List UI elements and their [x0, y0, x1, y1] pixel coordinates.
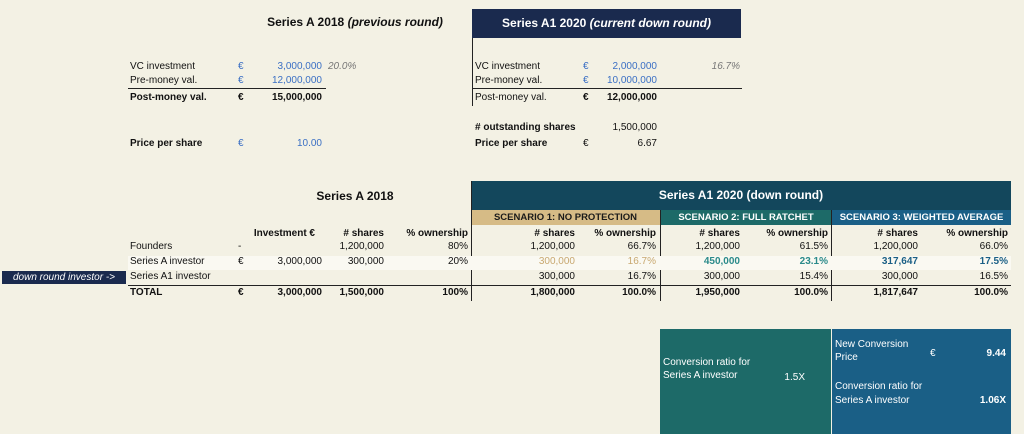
s2-conversion-label: Conversion ratio for Series A investor: [663, 357, 751, 381]
col-shares: # shares: [343, 228, 384, 239]
s1-col-ownership: % ownership: [594, 228, 656, 239]
scenario3-header: SCENARIO 3: WEIGHTED AVERAGE: [832, 210, 1011, 225]
tl-post-val: 15,000,000: [271, 92, 322, 103]
cell-s1-sh: 300,000: [538, 271, 575, 282]
cell-name: Series A1 investor: [130, 271, 211, 282]
series-a-title-main: Series A 2018: [267, 15, 345, 29]
cell-s1-own: 16.7%: [627, 271, 656, 282]
series-a1-title: [472, 9, 741, 38]
s3-price-label: New Conversion Price: [835, 339, 909, 363]
s2-col-shares: # shares: [699, 228, 740, 239]
col-ownership: % ownership: [406, 228, 468, 239]
cell-s3-own: 100.0%: [974, 287, 1008, 298]
tr-vc-pct: 16.7%: [711, 61, 740, 72]
tr-out-label: # outstanding shares: [475, 122, 576, 133]
series-a1-title-sub: (current down round): [589, 16, 711, 30]
cell-s3-own: 17.5%: [979, 256, 1008, 267]
cell-s3-sh: 300,000: [881, 271, 918, 282]
tl-pps-cur: €: [238, 138, 244, 149]
series-a1-title-main: Series A1 2020: [502, 16, 587, 30]
cell-shares: 1,500,000: [339, 287, 384, 298]
cell-inv: 3,000,000: [277, 287, 322, 298]
col-investment: Investment €: [253, 228, 315, 239]
tr-vc-cur: €: [583, 61, 589, 72]
cell-s1-own: 66.7%: [627, 241, 656, 252]
tl-pps-val: 10.00: [296, 138, 322, 149]
tl-pps-label: Price per share: [130, 138, 203, 149]
cell-s1-sh: 300,000: [538, 256, 575, 267]
s3-ratio-val: 1.06X: [979, 395, 1006, 406]
cell-own: 20%: [447, 256, 468, 267]
tr-post-label: Post-money val.: [475, 92, 547, 103]
cap-right-title: Series A1 2020 (down round): [471, 181, 1011, 210]
tr-post-cur: €: [583, 92, 589, 103]
scenario1-header: SCENARIO 1: NO PROTECTION: [471, 210, 660, 225]
cell-s3-sh: 1,817,647: [873, 287, 918, 298]
tr-vc-val: 2,000,000: [612, 61, 657, 72]
tr-pre-label: Pre-money val.: [475, 75, 543, 86]
cell-name: Founders: [130, 241, 173, 252]
cell-own: 80%: [447, 241, 468, 252]
tr-out-val: 1,500,000: [612, 122, 657, 133]
cell-s2-sh: 450,000: [703, 256, 740, 267]
series-a-title: [240, 16, 470, 28]
tr-pps-cur: €: [583, 138, 589, 149]
cell-s1-own: 16.7%: [627, 256, 656, 267]
cell-name: Series A investor: [130, 256, 205, 267]
cell-s2-own: 100.0%: [794, 287, 828, 298]
tr-divider: [472, 88, 742, 89]
s3-price-cur: €: [930, 348, 936, 359]
cell-s3-sh: 1,200,000: [873, 241, 918, 252]
cell-s2-sh: 1,200,000: [695, 241, 740, 252]
cell-shares: 300,000: [347, 256, 384, 267]
scenario2-conversion-box: [660, 329, 831, 434]
tr-pps-label: Price per share: [475, 138, 548, 149]
cell-s3-sh: 317,647: [881, 256, 918, 267]
cell-cur: €: [238, 256, 244, 267]
tr-pps-val: 6.67: [637, 138, 657, 149]
cell-shares: 1,200,000: [339, 241, 384, 252]
down-round-investor-label: down round investor ->: [2, 271, 126, 284]
cell-own: 100%: [442, 287, 468, 298]
tr-pre-cur: €: [583, 75, 589, 86]
sep-left: [471, 181, 472, 301]
cell-s1-own: 100.0%: [622, 287, 656, 298]
cell-s3-own: 66.0%: [979, 241, 1008, 252]
total-divider: [128, 285, 1011, 286]
tr-post-val: 12,000,000: [606, 92, 657, 103]
cell-name: TOTAL: [130, 287, 163, 298]
s3-ratio-label: Conversion ratio for Series A investor: [835, 381, 923, 406]
cell-cur: €: [238, 287, 244, 298]
tl-divider: [128, 88, 326, 89]
tr-left-border: [472, 38, 473, 106]
tr-vc-label: VC investment: [475, 61, 541, 72]
s2-conversion-val: 1.5X: [784, 372, 805, 383]
s3-col-ownership: % ownership: [946, 228, 1008, 239]
tl-post-label: Post-money val.: [130, 92, 207, 103]
tl-vc-val: 3,000,000: [277, 61, 322, 72]
cell-cur: -: [238, 241, 242, 252]
cell-s1-sh: 1,800,000: [530, 287, 575, 298]
tl-vc-pct: 20.0%: [328, 61, 357, 72]
tl-pre-label: Pre-money val.: [130, 75, 198, 86]
cell-s3-own: 16.5%: [979, 271, 1008, 282]
cell-s2-own: 23.1%: [799, 256, 828, 267]
tl-pre-val: 12,000,000: [271, 75, 322, 86]
cap-left-title: Series A 2018: [316, 189, 394, 203]
s2-col-ownership: % ownership: [766, 228, 828, 239]
tl-vc-cur: €: [238, 61, 244, 72]
cell-s2-own: 61.5%: [799, 241, 828, 252]
tl-post-cur: €: [238, 92, 244, 103]
scenario3-conversion-box: [832, 329, 1011, 434]
cell-s2-sh: 1,950,000: [695, 287, 740, 298]
cell-inv: 3,000,000: [277, 256, 322, 267]
tl-vc-label: VC investment: [130, 61, 196, 72]
s3-price-val: 9.44: [986, 348, 1006, 359]
cell-s2-own: 15.4%: [799, 271, 828, 282]
s3-col-shares: # shares: [877, 228, 918, 239]
scenario2-header: SCENARIO 2: FULL RATCHET: [661, 210, 831, 225]
tr-pre-val: 10,000,000: [606, 75, 657, 86]
cell-s1-sh: 1,200,000: [530, 241, 575, 252]
tl-pre-cur: €: [238, 75, 244, 86]
s1-col-shares: # shares: [534, 228, 575, 239]
cell-s2-sh: 300,000: [703, 271, 740, 282]
series-a-title-sub: (previous round): [347, 15, 443, 29]
